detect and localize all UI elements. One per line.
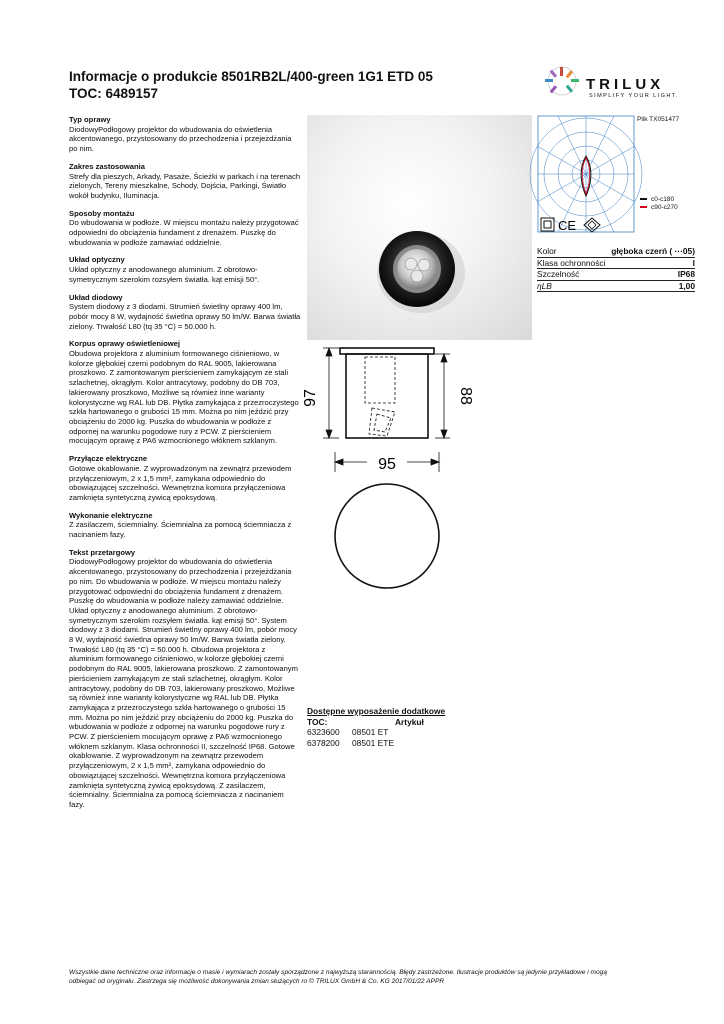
section-body: DiodowyPodłogowy projektor do wbudowania do oświetlenia akcentowanego, przystosowany do przechodzenia i przejeżdżania po nim. — [69, 124, 292, 154]
section-heading: Korpus oprawy oświetleniowej — [69, 339, 180, 349]
section-tekst — [69, 548, 301, 810]
accessories-header — [307, 717, 487, 728]
ce-mark-icon — [558, 218, 576, 233]
prop-row-ip — [537, 269, 695, 281]
section-body: Strefy dla pieszych, Arkady, Pasaże, Ścieżki w parkach i na terenach zielonych, Tereny mieszkalne, Schody, Dojścia, Parkingi, Światło wokół budynku, Iluminacja. — [69, 171, 301, 200]
legend-c90 — [640, 204, 678, 212]
prop-value: I — [692, 257, 695, 268]
accessories-section — [307, 706, 487, 748]
accessory-toc: 6323600 — [307, 727, 340, 737]
section-korpus — [69, 339, 301, 446]
col-toc: TOC: — [307, 716, 328, 727]
accessory-article: 08501 ETE — [352, 737, 394, 748]
section-montaz — [69, 209, 301, 248]
dimension-line-88 — [435, 354, 450, 438]
properties-table — [537, 246, 695, 292]
section-diodowy — [69, 293, 301, 332]
section-body: System diodowy z 3 diodami. Strumień świetlny oprawy 400 lm, pobór mocy 8 W, wydajność świetlna oprawy 50 lm/W. Barwa światła zielony. Trwałość L80 (tq 35 °C) = 50.000 h. — [69, 302, 301, 331]
description-column — [69, 115, 301, 818]
title-line-2: TOC: 6489157 — [69, 86, 159, 101]
legend-label-c90: c90-c270 — [651, 204, 678, 211]
legend-c0 — [640, 196, 678, 204]
footer-line-2: odbiegać od oryginału. Zastrzega się możliwość dokonywania zmian służących ro © TRILUX GmbH & Co. KG 2017/01/22 APPR — [69, 977, 445, 985]
technical-drawing — [302, 340, 474, 630]
dimension-95: 95 — [378, 456, 396, 473]
section-heading: Sposoby montażu — [69, 208, 135, 218]
section-body: Gotowe okablowanie. Z wyprowadzonym na zewnątrz przewodem przyłączeniowym, 2 x 1,5 mm², zamykana odpowiednio do obowiązującej szczelności. Wewnętrzna komora przyłączeniowa zamknięta syntetyczną żywicą epoksydową. — [69, 463, 292, 502]
protection-class-icon — [541, 218, 554, 231]
certification-icons — [540, 216, 610, 239]
page-title — [69, 68, 529, 102]
brand-tagline: SIMPLIFY YOUR LIGHT. — [589, 93, 679, 99]
legend-swatch-c90 — [640, 206, 647, 208]
dimension-88: 88 — [457, 387, 474, 405]
dimension-97: 97 — [302, 389, 319, 407]
prop-label: Klasa ochronności — [537, 257, 606, 268]
accessory-row — [307, 727, 487, 738]
prop-value: IP68 — [677, 269, 695, 280]
prop-value: 1,00 — [678, 280, 695, 291]
brand-name: TRILUX — [586, 76, 665, 93]
accessory-toc: 6378200 — [307, 737, 340, 748]
product-photo — [307, 115, 532, 340]
section-body: DiodowyPodłogowy projektor do wbudowania do oświetlenia akcentowanego, przystosowany do przechodzenia i przejeżdżania po nim. Do wbudowania w podłoże. W miejscu montażu należy przygotować odpowiedni do obciążenia fundament z drenażem. Puszkę do wbudowania w podłoże należy zamawiać oddzielnie. Układ optyczny z anodowanego aluminium. Z obrotowo-symetrycznym szerokim rozsyłem światła. kąt emisji 50°. System diodowy z 3 diodami. Strumień świetlny oprawy 400 lm, pobór mocy 8 W, wydajność świetlna oprawy 50 lm/W. Barwa światła zielony. Trwałość L80 (tq 35 °C) = 50.000 h. Obudowa projektora z aluminium formowanego ciśnieniowo, w kolorze głębokiej czerni podobnym do RAL 9005, lakierowana proszkowo. Z zamontowanym pierścieniem zamykającym ze stali szlachetnej, okrągłym. Kolor antracytowy, podobny do DB 703, lakierowany proszkowo, Możliwe są również inne warianty kolorystyczne wg RAL lub DB. Płytka zamykająca z przezroczystego szkła hartowanego o grubości 15 mm. Można po nim jeździć przy obciążeniu do 2000 kg. Puszka do wbudowania w podłoże z odpornej na warunku pogodowe rury z PCW. Z pierścieniem mocującym oprawę z PA6 wzmocnionego włóknem szklanym. Klasa ochronności II, szczelność IP68. Gotowe okablowanie. Z wyprowadzonym na zewnątrz przewodem przyłączeniowym, 2 x 1,5 mm², zamykana odpowiednio do obowiązującej szczelności. Wewnętrzna komora przyłączeniowa zamknięta syntetyczną żywicą epoksydową. Z zasilaczem, ściemnialny. Ściemnialna za pomocą ściemniacza z nacinaniem fazy. — [69, 557, 298, 809]
accessory-row — [307, 738, 487, 749]
section-heading: Układ optyczny — [69, 255, 125, 265]
dimension-drawing — [302, 340, 474, 635]
section-body: Z zasilaczem, ściemnialny. Ściemnialna za pomocą ściemniacza z nacinaniem fazy. — [69, 520, 292, 540]
luminaire-image — [307, 115, 532, 340]
footer-line-1: Wszystkie dane techniczne oraz informacje o masie i wymiarach zostały sporządzone z najwyższą starannością. Błędy zastrzeżone. Ilustracje produktów są jedynie przykładowe i mogą — [69, 969, 607, 976]
prop-row-color — [537, 246, 695, 258]
trilux-logo — [540, 64, 700, 106]
enec-mark-icon — [584, 218, 600, 232]
section-heading: Zakres zastosowania — [69, 161, 145, 171]
legend-swatch-c0 — [640, 198, 647, 200]
section-wykonanie — [69, 511, 301, 540]
section-przylacze — [69, 454, 301, 503]
section-body: Do wbudowania w podłoże. W miejscu montażu należy przygotować odpowiedni do obciążenia fundament z drenażem. Puszkę do wbudowania w podłoże zamawiać oddzielnie. — [69, 218, 299, 247]
title-line-1: Informacje o produkcie 8501RB2L/400-green 1G1 ETD 05 — [69, 69, 433, 84]
section-body: Układ optyczny z anodowanego aluminium. Z obrotowo-symetrycznym szerokim rozsyłem światła. kąt emisji 50°. — [69, 265, 260, 284]
polar-file-label: Plik TX051477 — [637, 116, 680, 123]
section-heading: Przyłącze elektryczne — [69, 454, 148, 464]
accessory-article: 08501 ET — [352, 727, 389, 737]
section-heading: Wykonanie elektryczne — [69, 510, 153, 520]
footer-disclaimer — [69, 969, 694, 986]
section-heading: Tekst przetargowy — [69, 547, 136, 557]
prop-label: ηLB — [537, 280, 552, 291]
section-zakres — [69, 162, 301, 201]
accessories-heading: Dostępne wyposażenie dodatkowe — [307, 706, 446, 716]
prop-row-efficiency — [537, 281, 695, 293]
ce-mark-text: CE — [558, 218, 577, 233]
top-view-circle — [335, 484, 439, 588]
prop-value: głęboka czerń ( ···05) — [611, 246, 695, 256]
section-body: Obudowa projektora z aluminium formowanego ciśnieniowo, w kolorze głębokiej czerni podobnym do RAL 9005, lakierowana proszkowo. Z zamontowanym pierścieniem zamykającym ze stali szlachetnej, okrągłym. Kolor antracytowy, podobny do DB 703, lakierowany proszkowo, Możliwe są również inne warianty kolorystyczne wg RAL lub DB. Płytka zamykająca z przezroczystego szkła hartowanego o grubości 15 mm. Można po nim jeździć przy obciążeniu do 2000 kg. Puszka do wbudowania w podłoże z odpornej na warunku pogodowe rury z PCW. Z pierścieniem mocującym oprawę z PA6 wzmocnionego włóknem szklanym. — [69, 349, 299, 446]
prop-label: Kolor — [537, 246, 557, 256]
section-heading: Typ oprawy — [69, 115, 111, 124]
section-heading: Układ diodowy — [69, 292, 123, 302]
prop-row-protection-class — [537, 258, 695, 270]
prop-label: Szczelność — [537, 269, 580, 280]
section-optyczny — [69, 255, 301, 284]
dimension-line-97 — [323, 348, 339, 438]
section-typ — [69, 115, 301, 154]
legend-label-c0: c0-c180 — [651, 196, 675, 203]
col-article: Artykuł — [395, 716, 424, 727]
polar-legend — [640, 196, 678, 212]
